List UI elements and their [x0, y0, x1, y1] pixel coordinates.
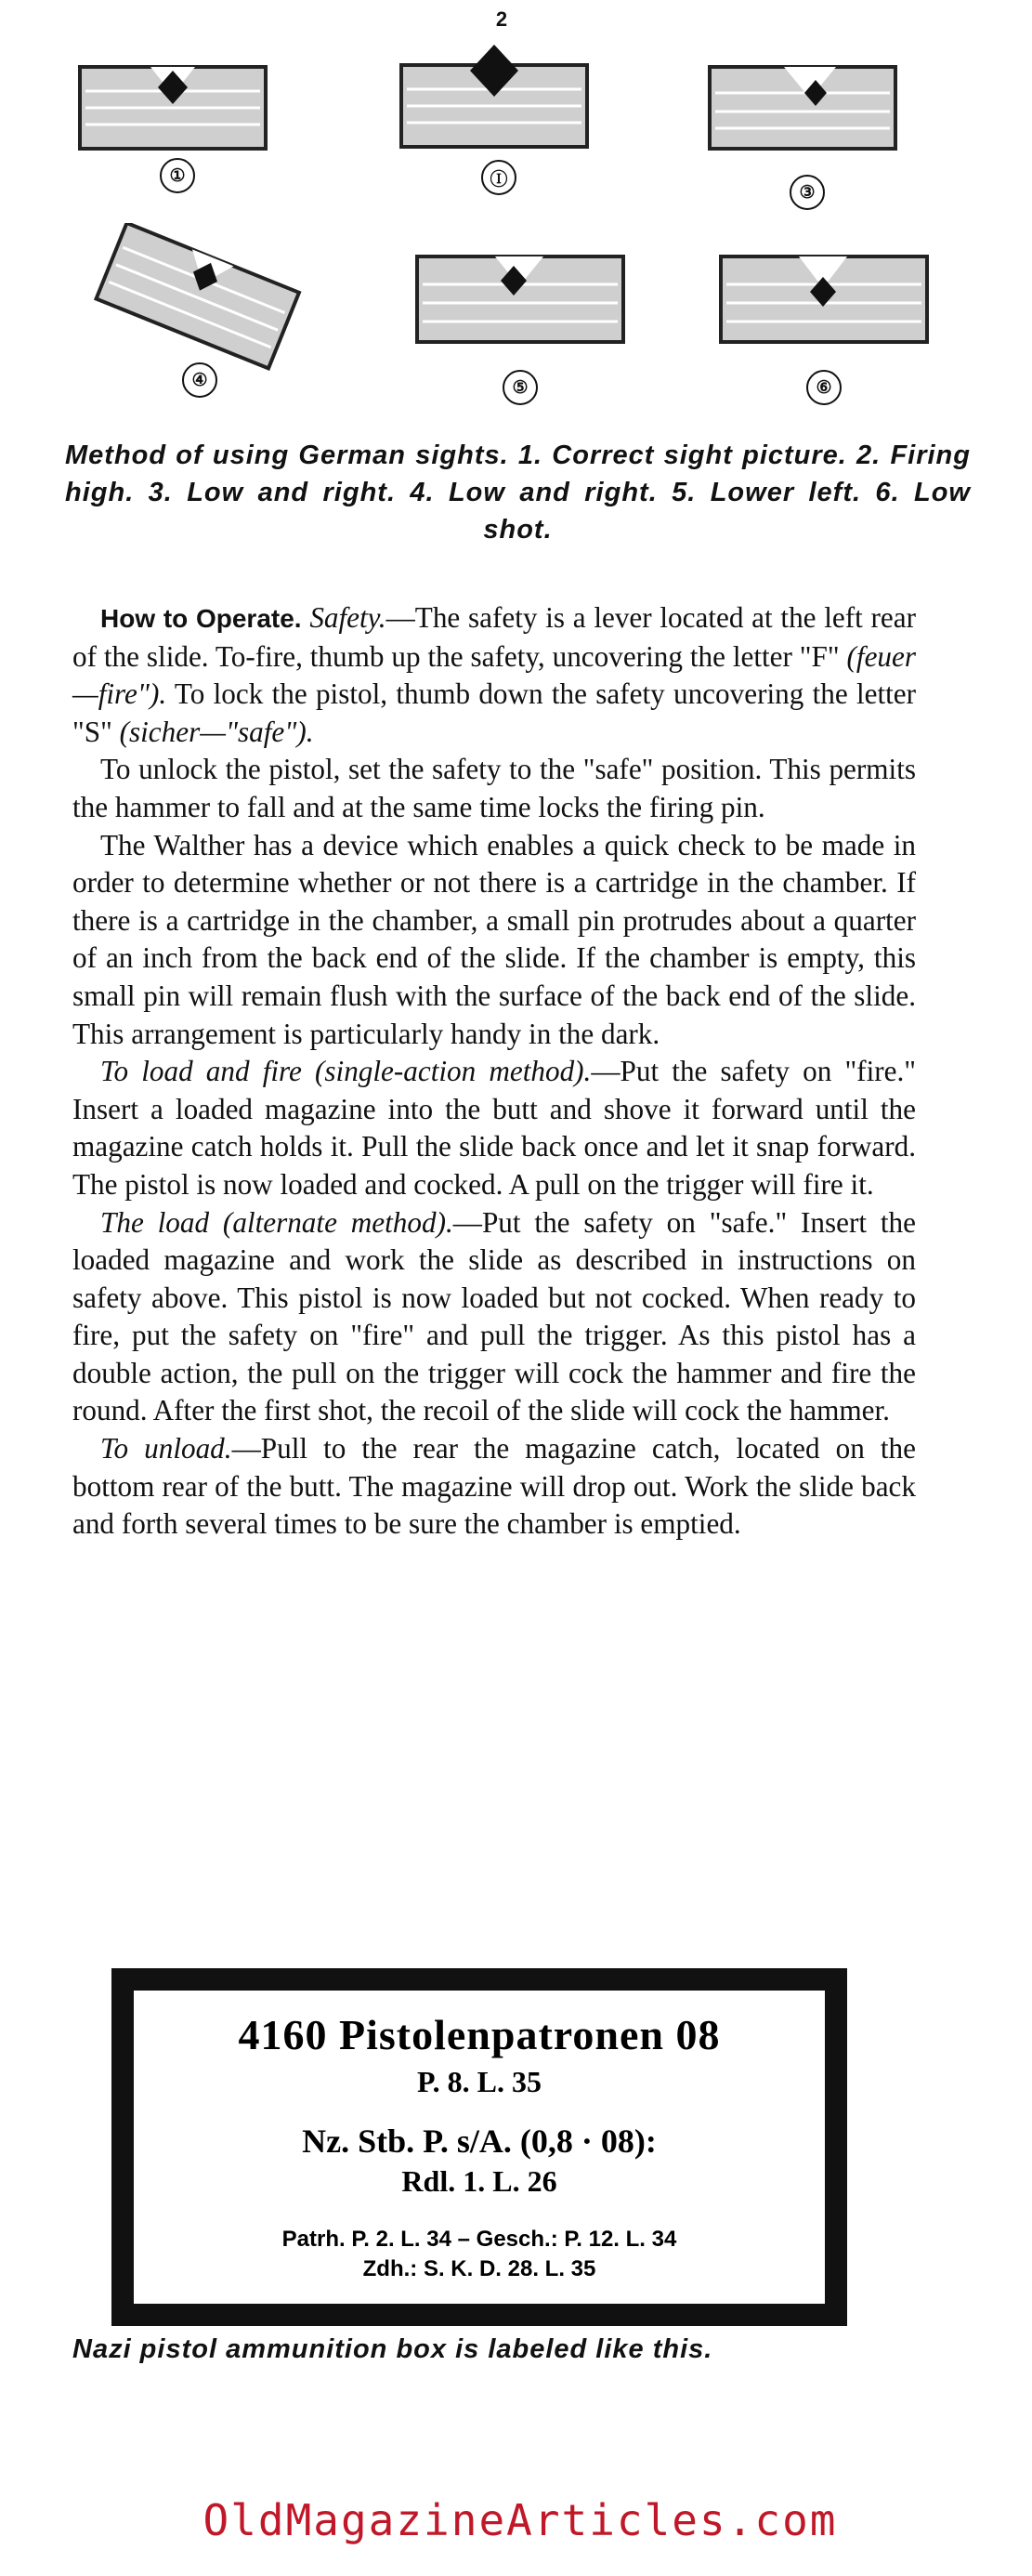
- box-caption: Nazi pistol ammunition box is labeled like this.: [72, 2334, 713, 2364]
- subheading-alternate: The load (alternate method).: [100, 1205, 453, 1239]
- sight-figure-6: [717, 243, 914, 398]
- text: —The safety is a lever located at the left rear of the slide. To-fire, thumb up the safety, uncovering the letter "F": [72, 601, 916, 673]
- ammo-line: Nz. Stb. P. s/A. (0,8 · 08):: [302, 2123, 657, 2160]
- figure-number: ⑥: [806, 370, 842, 405]
- figure-caption: Method of using German sights. 1. Correct sight picture. 2. Firing high. 3. Low and right. 4. Low and right. 5. Lower left. 6. Low shot.: [65, 440, 971, 545]
- sight-drawing-icon: [413, 243, 627, 355]
- paragraph-safety: [72, 599, 916, 751]
- ammo-line: Zdh.: S. K. D. 28. L. 35: [362, 2256, 596, 2281]
- sight-drawing-icon: [398, 37, 594, 153]
- paragraph-load-fire: [72, 1053, 916, 1203]
- paragraph-unload: [72, 1430, 916, 1544]
- sight-figure-2: [398, 37, 594, 190]
- ammo-title: 4160 Pistolenpatronen 08: [238, 2011, 721, 2058]
- article-body: [72, 599, 916, 1544]
- figure-number: ①: [160, 158, 195, 193]
- paragraph-walther-check: The Walther has a device which enables a quick check to be made in order to determine whether or not there is a cartridge in the chamber. If there is a cartridge in the chamber, a small pin protrudes about a quarter of an inch from the back end of the slide. If the chamber is empty, this small pin will remain flush with the surface of the back end of the slide. This arrangement is particularly handy in the dark.: [72, 828, 916, 1050]
- text: —Put the safety on "fire." Insert a loaded magazine into the butt and shove it forward until the magazine catch holds it. Pull the slide back once and let it snap forward. The pistol is now loaded and cocked. A pull on the trigger will fire it.: [72, 1055, 916, 1201]
- subheading-load-fire: To load and fire (single-action method).: [100, 1055, 592, 1088]
- figure-number: Ⓘ: [481, 160, 516, 195]
- sight-drawing-icon: [717, 243, 931, 355]
- sight-drawing-icon: [76, 54, 273, 156]
- figure-number: ⑤: [503, 370, 538, 405]
- text: (feuer—fire").: [72, 639, 916, 711]
- sight-figure-5: [413, 243, 610, 398]
- ammunition-box-inner: [134, 1991, 825, 2304]
- subheading-unload: To unload.: [100, 1432, 232, 1465]
- ammunition-box-label: [111, 1968, 847, 2326]
- text: —Pull to the rear the magazine catch, located on the bottom rear of the butt. The magazine will drop out. Work the slide back and forth several times to be sure the chamber is emptied.: [72, 1432, 916, 1541]
- ammo-line: Rdl. 1. L. 26: [401, 2164, 557, 2198]
- ammo-line: Patrh. P. 2. L. 34 – Gesch.: P. 12. L. 34: [281, 2227, 677, 2252]
- figure-number: ④: [182, 362, 217, 398]
- site-footer: OldMagazineArticles.com: [202, 2495, 838, 2545]
- subheading-safety: Safety.: [309, 601, 386, 634]
- sight-drawing-icon: [85, 223, 308, 381]
- sight-drawing-icon: [706, 54, 903, 156]
- sight-figure-4: [85, 223, 282, 390]
- text: To lock the pistol, thumb down the safety uncovering the letter "S": [72, 677, 917, 748]
- paragraph-alternate-load: [72, 1204, 916, 1431]
- page-number: 2: [495, 7, 508, 31]
- figure-number: ③: [790, 175, 825, 210]
- text: (sicher—"safe").: [119, 715, 314, 748]
- run-in-heading: How to Operate.: [100, 604, 302, 633]
- text: —Put the safety on "safe." Insert the loaded magazine and work the slide as described in instructions on safety above. This pistol is now loaded but not cocked. When ready to fire, put the safety on "fire" and pull the trigger. As this pistol has a double action, the pull on the trigger will cock the hammer and fire the round. After the first shot, the recoil of the slide will cock the hammer.: [72, 1205, 916, 1427]
- paragraph-unlock: To unlock the pistol, set the safety to the "safe" position. This permits the hammer to fall and at the same time locks the firing pin.: [72, 753, 916, 823]
- sight-figure-3: [706, 54, 903, 203]
- ammo-line: P. 8. L. 35: [417, 2065, 542, 2098]
- sight-figure-1: [76, 54, 273, 193]
